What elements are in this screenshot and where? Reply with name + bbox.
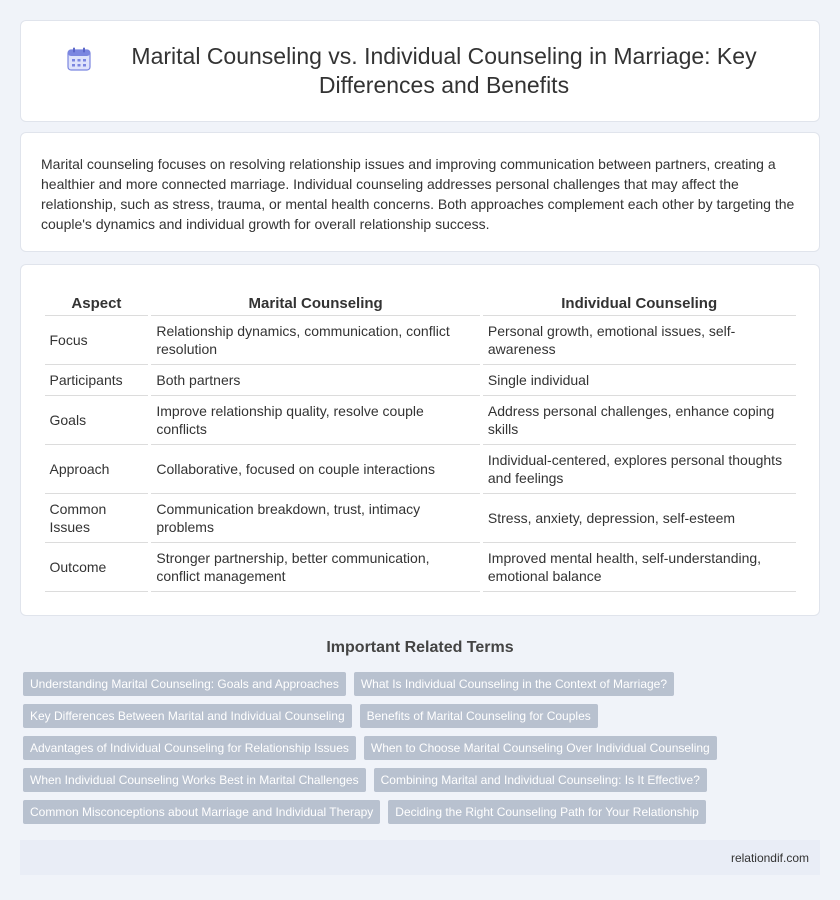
cell-aspect: Approach <box>45 445 149 494</box>
cell-individual: Individual-centered, explores personal thoughts and feelings <box>483 445 796 494</box>
footer-site-name: relationdif.com <box>730 850 809 865</box>
table-row <box>45 494 796 543</box>
related-term-link[interactable]: When Individual Counseling Works Best in Marital Challenges <box>23 768 366 792</box>
comparison-table <box>42 289 799 592</box>
footer <box>20 840 820 875</box>
cell-marital: Stronger partnership, better communication, conflict management <box>151 543 480 592</box>
cell-marital: Both partners <box>151 365 480 396</box>
header <box>66 42 774 100</box>
cell-aspect: Outcome <box>45 543 149 592</box>
related-term-link[interactable]: Common Misconceptions about Marriage and Individual Therapy <box>23 800 380 824</box>
cell-marital: Collaborative, focused on couple interactions <box>151 445 480 494</box>
header-individual-counseling: Individual Counseling <box>483 289 796 316</box>
table-row <box>45 543 796 592</box>
table-row <box>45 396 796 445</box>
related-term-link[interactable]: Advantages of Individual Counseling for Relationship Issues <box>23 736 356 760</box>
related-term-link[interactable]: What Is Individual Counseling in the Context of Marriage? <box>354 672 674 696</box>
cell-aspect: Common Issues <box>45 494 149 543</box>
cell-individual: Stress, anxiety, depression, self-esteem <box>483 494 796 543</box>
comparison-card <box>20 264 820 616</box>
header-aspect: Aspect <box>45 289 149 316</box>
related-term-link[interactable]: Combining Marital and Individual Counseling: Is It Effective? <box>374 768 707 792</box>
table-row <box>45 445 796 494</box>
intro-card <box>20 132 820 252</box>
related-term-link[interactable]: Benefits of Marital Counseling for Couples <box>360 704 598 728</box>
intro-paragraph: Marital counseling focuses on resolving relationship issues and improving communication between partners, creating a healthier and more connected marriage. Individual counseling addresses personal challenges that may affect the relationship, such as stress, trauma, or mental health concerns. Both approaches complement each other by targeting the couple's dynamics and individual growth for overall relationship success. <box>41 156 795 232</box>
cell-marital: Relationship dynamics, communication, conflict resolution <box>151 316 480 365</box>
cell-aspect: Focus <box>45 316 149 365</box>
related-term-link[interactable]: Key Differences Between Marital and Individual Counseling <box>23 704 352 728</box>
header-marital-counseling: Marital Counseling <box>151 289 480 316</box>
cell-aspect: Participants <box>45 365 149 396</box>
related-terms-list <box>20 672 820 824</box>
cell-individual: Personal growth, emotional issues, self-awareness <box>483 316 796 365</box>
page-title: Marital Counseling vs. Individual Counseling in Marriage: Key Differences and Benefits <box>131 43 757 98</box>
calendar-icon <box>66 46 92 72</box>
cell-individual: Improved mental health, self-understanding, emotional balance <box>483 543 796 592</box>
cell-marital: Improve relationship quality, resolve couple conflicts <box>151 396 480 445</box>
table-row <box>45 365 796 396</box>
related-term-link[interactable]: When to Choose Marital Counseling Over Individual Counseling <box>364 736 717 760</box>
cell-aspect: Goals <box>45 396 149 445</box>
header-card <box>20 20 820 122</box>
table-row <box>45 316 796 365</box>
cell-individual: Address personal challenges, enhance coping skills <box>483 396 796 445</box>
related-term-link[interactable]: Deciding the Right Counseling Path for Your Relationship <box>388 800 706 824</box>
related-terms-title: Important Related Terms <box>326 639 514 656</box>
cell-marital: Communication breakdown, trust, intimacy problems <box>151 494 480 543</box>
cell-individual: Single individual <box>483 365 796 396</box>
related-term-link[interactable]: Understanding Marital Counseling: Goals and Approaches <box>23 672 346 696</box>
table-header-row <box>45 289 796 316</box>
